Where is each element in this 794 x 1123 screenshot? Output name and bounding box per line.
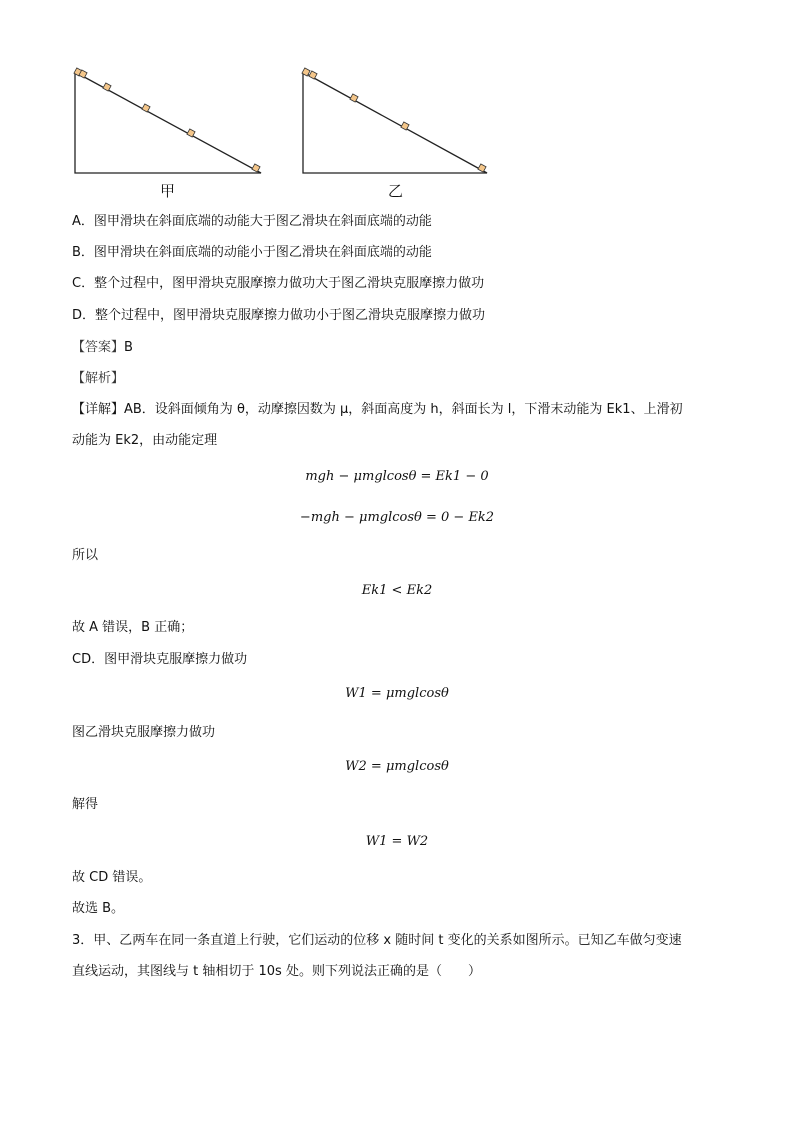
caption-yi: 乙 — [388, 182, 404, 200]
yi-work: 图乙滑块克服摩擦力做功 — [72, 725, 216, 740]
detail-line-1: 【详解】AB．设斜面倾角为 θ，动摩擦因数为 μ，斜面高度为 h，斜面长为 l，下滑末动能为 Ek1、上滑初 — [72, 402, 683, 417]
detail-line-2: 动能为 Ek2，由动能定理 — [72, 433, 218, 448]
question-3-line-1: 3．甲、乙两车在同一条直道上行驶，它们运动的位移 x 随时间 t 变化的关系如图所示。已知乙车做匀变速 — [72, 933, 682, 948]
conclusion-ab: 故 A 错误，B 正确； — [72, 620, 194, 635]
text-so: 所以 — [72, 548, 99, 563]
answer-label: 【答案】 — [72, 340, 125, 355]
answer-value: B — [124, 340, 133, 355]
option-d: D．整个过程中，图甲滑块克服摩擦力做功小于图乙滑块克服摩擦力做功 — [72, 308, 486, 323]
equation-5: W2 = μmglcosθ — [345, 759, 449, 774]
equation-4: W1 = μmglcosθ — [345, 686, 449, 701]
analysis-label: 【解析】 — [72, 371, 125, 386]
block-bottom — [478, 164, 486, 172]
solve-text: 解得 — [72, 797, 99, 812]
conclusion-cd: 故 CD 错误。 — [72, 870, 152, 885]
incline-figure-jia — [66, 64, 266, 182]
incline-triangle — [303, 72, 487, 173]
block-upper — [103, 83, 111, 91]
option-a: A．图甲滑块在斜面底端的动能大于图乙滑块在斜面底端的动能 — [72, 214, 432, 229]
incline-figure-yi — [294, 64, 494, 182]
final-choice: 故选 B。 — [72, 901, 125, 916]
caption-jia: 甲 — [160, 182, 176, 200]
question-3-line-2: 直线运动，其图线与 t 轴相切于 10s 处。则下列说法正确的是（ ） — [72, 964, 481, 979]
incline-triangle — [75, 72, 261, 173]
block-middle — [142, 104, 150, 112]
option-b: B．图甲滑块在斜面底端的动能小于图乙滑块在斜面底端的动能 — [72, 245, 432, 260]
equation-2: −mgh − μmglcosθ = 0 − Ek2 — [299, 510, 495, 525]
block-top-2 — [309, 71, 317, 79]
cd-intro: CD．图甲滑块克服摩擦力做功 — [72, 652, 248, 667]
equation-1: mgh − μmglcosθ = Ek1 − 0 — [305, 469, 489, 484]
equation-6: W1 = W2 — [365, 834, 429, 849]
answer-line — [72, 340, 133, 356]
block-bottom — [252, 164, 260, 172]
option-c: C．整个过程中，图甲滑块克服摩擦力做功大于图乙滑块克服摩擦力做功 — [72, 276, 485, 291]
equation-3: Ek1 < Ek2 — [361, 583, 433, 598]
